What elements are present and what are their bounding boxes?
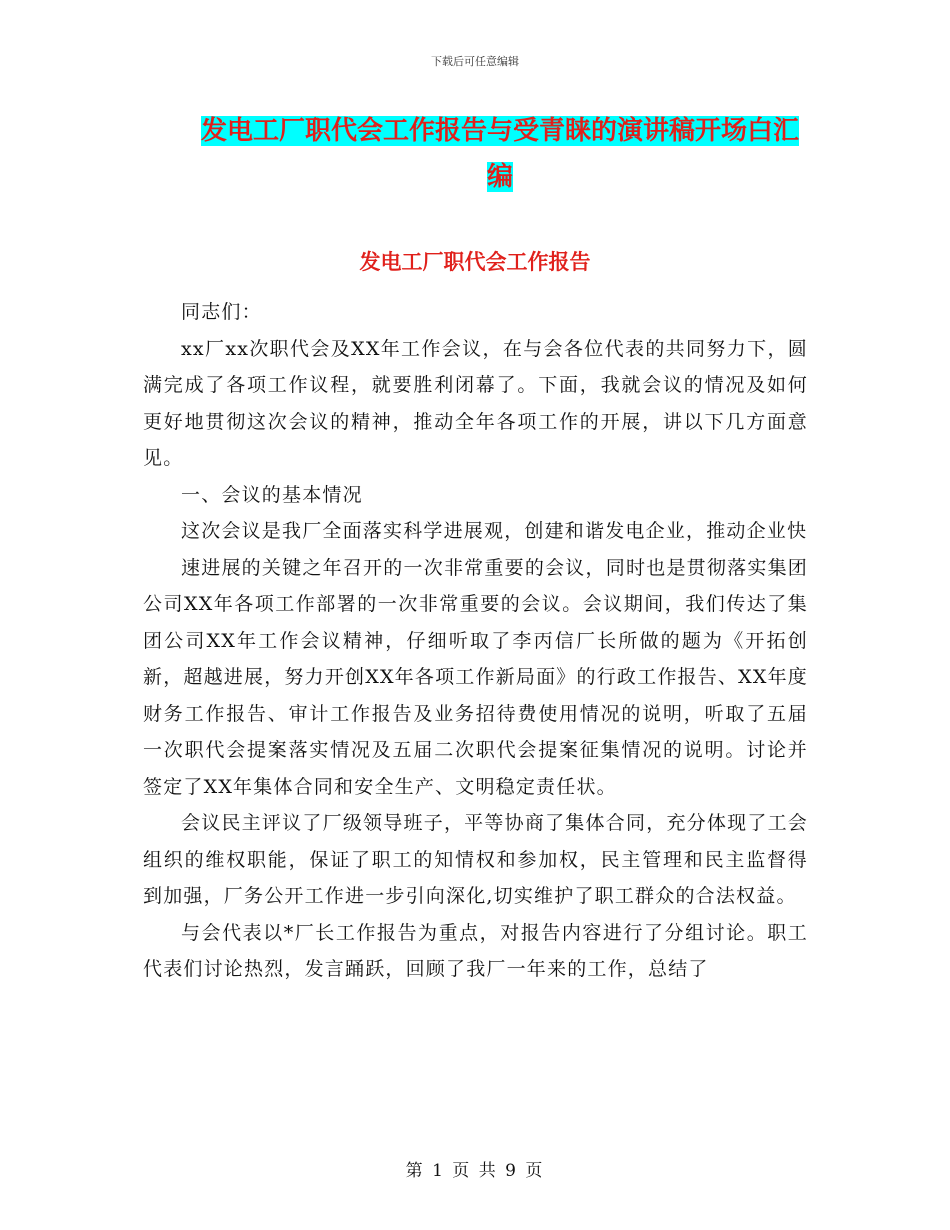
- paragraph-intro: xx厂xx次职代会及XX年工作会议，在与会各位代表的共同努力下，圆满完成了各项工作议程，就要胜利闭幕了。下面，我就会议的情况及如何更好地贯彻这次会议的精神，推动全年各项工作的开展，讲以下几方面意见。: [143, 337, 808, 469]
- section-title: 发电工厂职代会工作报告: [359, 250, 591, 274]
- header-note: 下载后可任意编辑: [431, 55, 519, 68]
- paragraph-meeting-overview: 这次会议是我厂全面落实科学进展观，创建和谐发电企业，推动企业快: [181, 520, 808, 542]
- document-title-line-1: 发电工厂职代会工作报告与受青睐的演讲稿开场白汇: [200, 116, 799, 146]
- page-footer: 第 1 页 共 9 页: [405, 1161, 545, 1181]
- paragraph-democratic-review: 会议民主评议了厂级领导班子，平等协商了集体合同，充分体现了工会组织的维权职能，保证了职工的知情权和参加权，民主管理和民主监督得到加强，厂务公开工作进一步引向深化,切实维护了职工群众的合法权益。: [143, 812, 808, 907]
- document-body: [143, 294, 808, 988]
- paragraph-greeting: 同志们：: [181, 301, 262, 323]
- document-title: [190, 108, 810, 200]
- document-title-line-2: 编: [486, 162, 513, 192]
- paragraph-group-discussion: 与会代表以*厂长工作报告为重点，对报告内容进行了分组讨论。职工代表们讨论热烈，发言踊跃，回顾了我厂一年来的工作，总结了: [143, 921, 808, 980]
- section-heading-basic-situation: 一、会议的基本情况: [181, 483, 363, 506]
- paragraph-meeting-details: 速进展的关键之年召开的一次非常重要的会议，同时也是贯彻落实集团公司XX年各项工作部署的一次非常重要的会议。会议期间，我们传达了集团公司XX年工作会议精神，仔细听取了李丙信厂长所做的题为《开拓创新，超越进展，努力开创XX年各项工作新局面》的行政工作报告、XX年度财务工作报告、审计工作报告及业务招待费使用情况的说明，听取了五届一次职代会提案落实情况及五届二次职代会提案征集情况的说明。讨论并签定了XX年集体合同和安全生产、文明稳定责任状。: [143, 556, 808, 798]
